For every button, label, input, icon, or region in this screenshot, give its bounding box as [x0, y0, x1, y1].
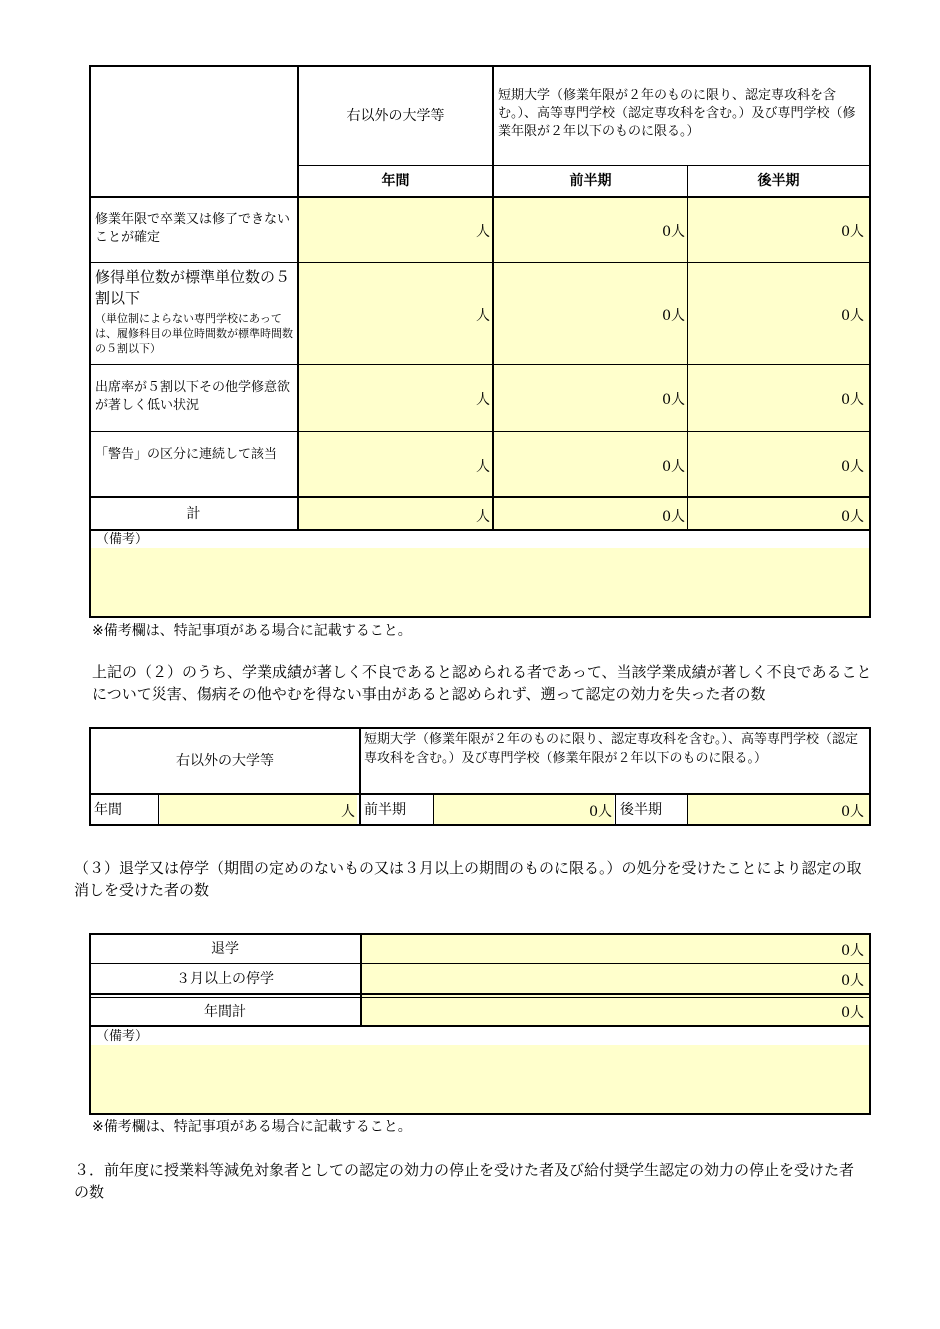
row-label: 修業年限で卒業又は修了できないことが確定: [95, 212, 291, 245]
row-first-value: 0人: [662, 308, 685, 324]
table3-row-label: 退学: [211, 941, 239, 957]
row-label: 修得単位数が標準単位数の５割以下: [95, 268, 291, 307]
table2-first-value: 0人: [589, 804, 612, 820]
paragraph-2: 上記の（２）のうち、学業成績が著しく不良であると認められる者であって、当該学業成績が著しく不良であることについて災害、傷病その他やむを得ない事由があると認められず、遡って認定の効力を失った者の数: [92, 663, 872, 703]
table2-year-label: 年間: [94, 802, 122, 818]
paragraph-3: （３）退学又は停学（期間の定めのないもの又は３月以上の期間のものに限る。）の処分を受けたことにより認定の取消しを受けた者の数: [74, 859, 862, 899]
row-year-value: 人: [476, 459, 490, 475]
table2-second-label: 後半期: [620, 802, 662, 818]
table1-col-short: 短期大学（修業年限が２年のものに限り、認定専攻科を含む。）、高等専門学校（認定専攻科を含む。）及び専門学校（修業年限が２年以下のものに限る。）: [498, 88, 856, 139]
row-year-value: 人: [476, 392, 490, 408]
row-second-value: 0人: [841, 308, 864, 324]
table2-second-value: 0人: [841, 804, 864, 820]
table1-sub-second: 後半期: [757, 173, 800, 189]
table3-row-value: 0人: [841, 973, 864, 989]
row-sublabel: （単位制によらない専門学校にあっては、履修科目の単位時間数が標準時間数の５割以下）: [95, 312, 293, 355]
row-second-value: 0人: [841, 392, 864, 408]
table3-remarks-label: （備考）: [96, 1029, 149, 1044]
total-second-value: 0人: [841, 509, 864, 525]
total-year-value: 人: [476, 509, 490, 525]
note-2: ※備考欄は、特記事項がある場合に記載すること。: [92, 1119, 412, 1135]
paragraph-4: ３．前年度に授業料等減免対象者としての認定の効力の停止を受けた者及び給付奨学生認定の効力の停止を受けた者の数: [74, 1161, 855, 1201]
row-second-value: 0人: [841, 459, 864, 475]
total-first-value: 0人: [662, 509, 685, 525]
row-label: 出席率が５割以下その他学修意欲が著しく低い状況: [95, 380, 291, 413]
row-year-value: 人: [476, 308, 490, 324]
table2-first-label: 前半期: [364, 802, 406, 818]
row-year-value: 人: [476, 224, 490, 240]
table3-row-value: 0人: [841, 943, 864, 959]
table1-total-label: 計: [186, 505, 201, 522]
row-first-value: 0人: [662, 459, 685, 475]
table3-row-value: 0人: [841, 1005, 864, 1021]
table3-row-label: ３月以上の停学: [176, 970, 274, 987]
row-second-value: 0人: [841, 224, 864, 240]
row-first-value: 0人: [662, 392, 685, 408]
table1-remarks-label: （備考）: [96, 532, 149, 547]
table1-col-other: 右以外の大学等: [346, 107, 445, 124]
table3-row-label: 年間計: [204, 1003, 246, 1020]
table2-year-value: 人: [341, 804, 355, 820]
row-label: 「警告」の区分に連続して該当: [95, 447, 278, 462]
note-1: ※備考欄は、特記事項がある場合に記載すること。: [92, 623, 412, 639]
table2-col-short: 短期大学（修業年限が２年のものに限り、認定専攻科を含む。）、高等専門学校（認定専攻科を含む。）及び専門学校（修業年限が２年以下のものに限る。）: [364, 732, 859, 766]
table1-sub-first: 前半期: [569, 173, 612, 189]
table2-col-other: 右以外の大学等: [176, 753, 274, 769]
table1-sub-year: 年間: [381, 173, 410, 189]
row-first-value: 0人: [662, 224, 685, 240]
